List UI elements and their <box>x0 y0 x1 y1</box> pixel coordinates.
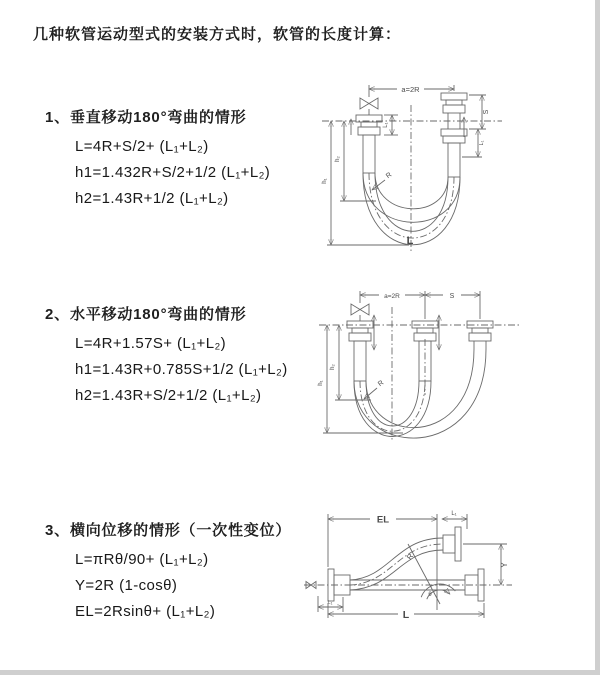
section-2-heading: 2、水平移动180°弯曲的情形 <box>45 306 247 323</box>
label-theta: θ <box>428 592 432 598</box>
formula-y: Y=2R (1-cosθ) <box>75 577 178 594</box>
formula-length: L=4R+1.57S+ (L₁+L₂) <box>75 335 227 352</box>
valve-icon <box>351 304 369 321</box>
moving-pipe-fitting-upper <box>441 93 467 129</box>
section-lateral-displacement <box>45 519 291 625</box>
section-horizontal-movement <box>45 303 288 409</box>
label-l: L <box>402 609 410 621</box>
label-h2: h₂ <box>335 156 341 162</box>
diagram-horizontal-180-bend <box>313 283 525 453</box>
page-title: 几种软管运动型式的安装方式时，软管的长度计算： <box>33 26 402 43</box>
label-r: R <box>377 379 386 389</box>
fixed-pipe-fitting <box>351 115 382 173</box>
upper-flange <box>443 527 461 561</box>
scan-edge-right <box>595 0 600 675</box>
formula-el: EL=2Rsinθ+ (L₁+L₂) <box>75 603 216 620</box>
braided-hose-section <box>448 143 460 177</box>
hose-curves <box>354 349 486 438</box>
dim-s <box>425 293 480 300</box>
formula-h1: h1=1.43R+0.785S+1/2 (L₁+L₂) <box>75 361 288 378</box>
label-h2: h₂ <box>330 364 336 370</box>
label-l: L <box>406 235 414 247</box>
label-r: R <box>404 551 416 562</box>
hose-curves <box>363 173 460 245</box>
label-l1: L₁ <box>451 511 457 517</box>
braided-hose-section <box>419 341 431 381</box>
dim-s <box>469 95 490 129</box>
dim-y <box>463 544 509 585</box>
dim-l1-top <box>442 511 467 529</box>
formula-length: L=πRθ/90+ (L₁+L₂) <box>75 551 209 568</box>
label-el: EL <box>376 514 390 526</box>
dim-l1-bottom <box>318 596 343 612</box>
formula-h1: h1=1.432R+S/2+1/2 (L₁+L₂) <box>75 164 271 181</box>
section-2-formulas <box>45 331 288 409</box>
formula-h2: h2=1.43R+S/2+1/2 (L₁+L₂) <box>75 387 262 404</box>
label-l1: L₁ <box>327 600 333 606</box>
label-l1: L₁ <box>383 122 389 128</box>
label-a2r: a=2R <box>401 85 420 94</box>
section-3-heading: 3、横向位移的情形（一次性变位） <box>45 522 292 539</box>
label-h1: h₁ <box>322 178 328 184</box>
label-h1: h₁ <box>318 380 324 386</box>
section-vertical-movement <box>45 106 270 212</box>
dim-l1-right <box>462 129 485 157</box>
formula-length: L=4R+S/2+ (L₁+L₂) <box>75 138 209 155</box>
diagram-vertical-180-bend <box>314 77 509 257</box>
braided-hose-section <box>354 341 366 381</box>
displaced-hose-curve <box>350 538 443 590</box>
label-s: S <box>449 293 455 300</box>
diagram-lateral-displacement <box>300 504 515 636</box>
section-1-formulas <box>45 134 270 212</box>
label-a2r: a=2R <box>384 293 400 300</box>
section-3-formulas <box>45 547 291 625</box>
moving-pipe-fitting-lower <box>441 117 467 177</box>
dim-h2 <box>330 325 371 400</box>
centerlines <box>322 105 502 251</box>
radius-leader <box>364 379 385 399</box>
valve-icon <box>360 98 378 115</box>
dim-l1-left <box>383 115 398 135</box>
braided-hose-section <box>363 135 375 173</box>
scan-edge-bottom <box>0 670 600 675</box>
dim-l <box>328 603 484 621</box>
label-l1: L₁ <box>479 140 485 146</box>
formula-h2: h2=1.43R+1/2 (L₁+L₂) <box>75 190 229 207</box>
dim-el <box>328 514 437 610</box>
section-1-heading: 1、垂直移动180°弯曲的情形 <box>45 109 247 126</box>
label-s: S <box>483 109 490 115</box>
label-r: R <box>385 171 394 181</box>
label-y: Y <box>500 562 509 568</box>
